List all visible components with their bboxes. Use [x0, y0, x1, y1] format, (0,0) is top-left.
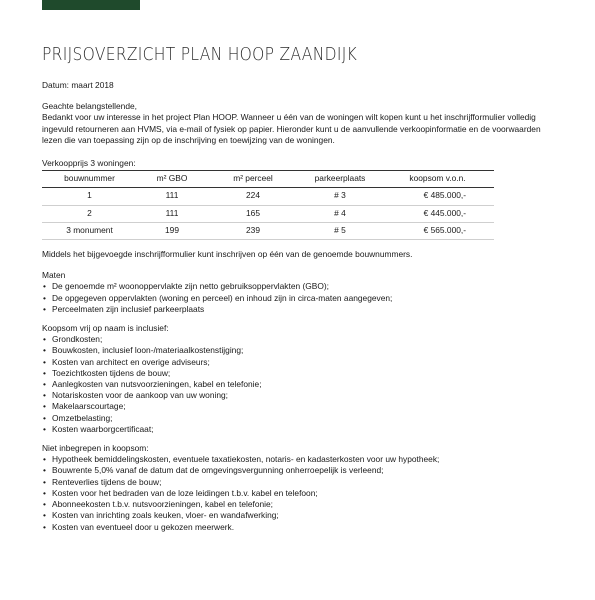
- table-cell: 199: [137, 222, 207, 239]
- list-item-text: Toezichtkosten tijdens de bouw;: [52, 367, 171, 378]
- maten-section: [42, 270, 557, 315]
- section-title: Maten: [42, 270, 66, 281]
- table-cell: 1: [42, 188, 137, 205]
- column-header: parkeerplaats: [299, 171, 381, 188]
- bullet-icon: •: [43, 465, 46, 476]
- intro-paragraph: Bedankt voor uw interesse in het project Plan HOOP. Wanneer u één van de woningen wilt kopen kunt u het inschrijfformulier volledig ingevuld retourneren aan HVMS, via e-mail of fysiek op papier. Hieronder kunt u de aanvullende verkoopinformatie en de voorwaarden lezen die van toepassing zijn op de inschrijving en toewijzing van de woningen.: [42, 112, 541, 145]
- bullet-icon: •: [43, 379, 46, 390]
- column-header: m² GBO: [137, 171, 207, 188]
- list-item: [42, 413, 557, 424]
- table-cell: € 565.000,-: [381, 222, 494, 239]
- table-cell: € 445.000,-: [381, 205, 494, 222]
- list-item: [42, 334, 557, 345]
- price-table: [42, 170, 494, 240]
- list-item: [42, 293, 557, 304]
- list-item-text: Bouwkosten, inclusief loon-/materiaalkostenstijging;: [52, 345, 244, 356]
- maten-list: [42, 281, 557, 315]
- table-cell: 3 monument: [42, 222, 137, 239]
- price-table-caption: Verkoopprijs 3 woningen:: [42, 158, 136, 169]
- list-item-text: Omzetbelasting;: [52, 412, 113, 423]
- list-item-text: Perceelmaten zijn inclusief parkeerplaats: [52, 303, 205, 314]
- table-cell: 239: [207, 222, 299, 239]
- bullet-icon: •: [43, 401, 46, 412]
- list-item-text: Kosten van eventueel door u gekozen meerwerk.: [52, 521, 235, 532]
- logo-bar: [42, 0, 140, 10]
- list-item: [42, 281, 557, 292]
- bullet-icon: •: [43, 454, 46, 465]
- bullet-icon: •: [43, 303, 46, 314]
- table-header-row: [42, 171, 494, 188]
- inclusief-section: [42, 323, 557, 435]
- list-item-text: Kosten van architect en overige adviseurs;: [52, 356, 210, 367]
- list-item-text: Bouwrente 5,0% vanaf de datum dat de omgevingsvergunning onherroepelijk is verleend;: [52, 465, 384, 476]
- list-item: [42, 477, 557, 488]
- bullet-icon: •: [43, 423, 46, 434]
- bullet-icon: •: [43, 367, 46, 378]
- document-body: [42, 80, 557, 541]
- list-item-text: Grondkosten;: [52, 334, 103, 345]
- list-item-text: De genoemde m² woonoppervlakte zijn netto gebruiksoppervlakten (GBO);: [52, 281, 329, 292]
- table-cell: € 485.000,-: [381, 188, 494, 205]
- table-cell: # 5: [299, 222, 381, 239]
- table-row: [42, 222, 494, 239]
- bullet-icon: •: [43, 281, 46, 292]
- list-item: [42, 424, 557, 435]
- table-cell: 2: [42, 205, 137, 222]
- bullet-icon: •: [43, 476, 46, 487]
- inclusief-list: [42, 334, 557, 435]
- list-item: [42, 488, 557, 499]
- section-title: Niet inbegrepen in koopsom:: [42, 443, 149, 454]
- bullet-icon: •: [43, 412, 46, 423]
- table-cell: 111: [137, 205, 207, 222]
- list-item: [42, 522, 557, 533]
- exclusief-section: [42, 443, 557, 533]
- column-header: bouwnummer: [42, 171, 137, 188]
- list-item: [42, 401, 557, 412]
- list-item-text: Abonneekosten t.b.v. nutsvoorzieningen, kabel en telefonie;: [52, 499, 274, 510]
- bullet-icon: •: [43, 390, 46, 401]
- bullet-icon: •: [43, 334, 46, 345]
- document-date: Datum: maart 2018: [42, 80, 114, 90]
- list-item: [42, 368, 557, 379]
- list-item: [42, 304, 557, 315]
- list-item-text: Hypotheek bemiddelingskosten, eventuele taxatiekosten, notaris- en kadasterkosten voor uw hypotheek;: [52, 454, 440, 465]
- column-header: m² perceel: [207, 171, 299, 188]
- bullet-icon: •: [43, 499, 46, 510]
- table-row: [42, 188, 494, 205]
- bullet-icon: •: [43, 510, 46, 521]
- bullet-icon: •: [43, 521, 46, 532]
- list-item-text: De opgegeven oppervlakten (woning en perceel) en inhoud zijn in circa-maten aangegeven;: [52, 292, 393, 303]
- table-cell: # 3: [299, 188, 381, 205]
- list-item: [42, 454, 557, 465]
- bullet-icon: •: [43, 487, 46, 498]
- table-cell: # 4: [299, 205, 381, 222]
- list-item-text: Kosten van inrichting zoals keuken, vloer- en wandafwerking;: [52, 510, 279, 521]
- exclusief-list: [42, 454, 557, 532]
- bullet-icon: •: [43, 356, 46, 367]
- table-cell: 165: [207, 205, 299, 222]
- list-item-text: Kosten voor het bedraden van de loze leidingen t.b.v. kabel en telefoon;: [52, 487, 318, 498]
- list-item-text: Kosten waarborgcertificaat;: [52, 423, 154, 434]
- salutation: Geachte belangstellende,: [42, 101, 137, 112]
- list-item: [42, 379, 557, 390]
- table-row: [42, 205, 494, 222]
- bullet-icon: •: [43, 345, 46, 356]
- table-cell: 111: [137, 188, 207, 205]
- list-item: [42, 357, 557, 368]
- list-item: [42, 465, 557, 476]
- list-item: [42, 510, 557, 521]
- list-item-text: Makelaarscourtage;: [52, 401, 126, 412]
- section-title: Koopsom vrij op naam is inclusief:: [42, 323, 169, 334]
- bullet-icon: •: [43, 292, 46, 303]
- page-title: PRIJSOVERZICHT PLAN HOOP ZAANDIJK: [42, 44, 358, 65]
- list-item: [42, 499, 557, 510]
- list-item: [42, 390, 557, 401]
- list-item: [42, 345, 557, 356]
- table-cell: 224: [207, 188, 299, 205]
- list-item-text: Notariskosten voor de aankoop van uw woning;: [52, 390, 228, 401]
- list-item-text: Aanlegkosten van nutsvoorzieningen, kabel en telefonie;: [52, 379, 262, 390]
- column-header: koopsom v.o.n.: [381, 171, 494, 188]
- list-item-text: Renteverlies tijdens de bouw;: [52, 476, 162, 487]
- registration-note: Middels het bijgevoegde inschrijfformulier kunt inschrijven op één van de genoemde bouwnummers.: [42, 249, 413, 260]
